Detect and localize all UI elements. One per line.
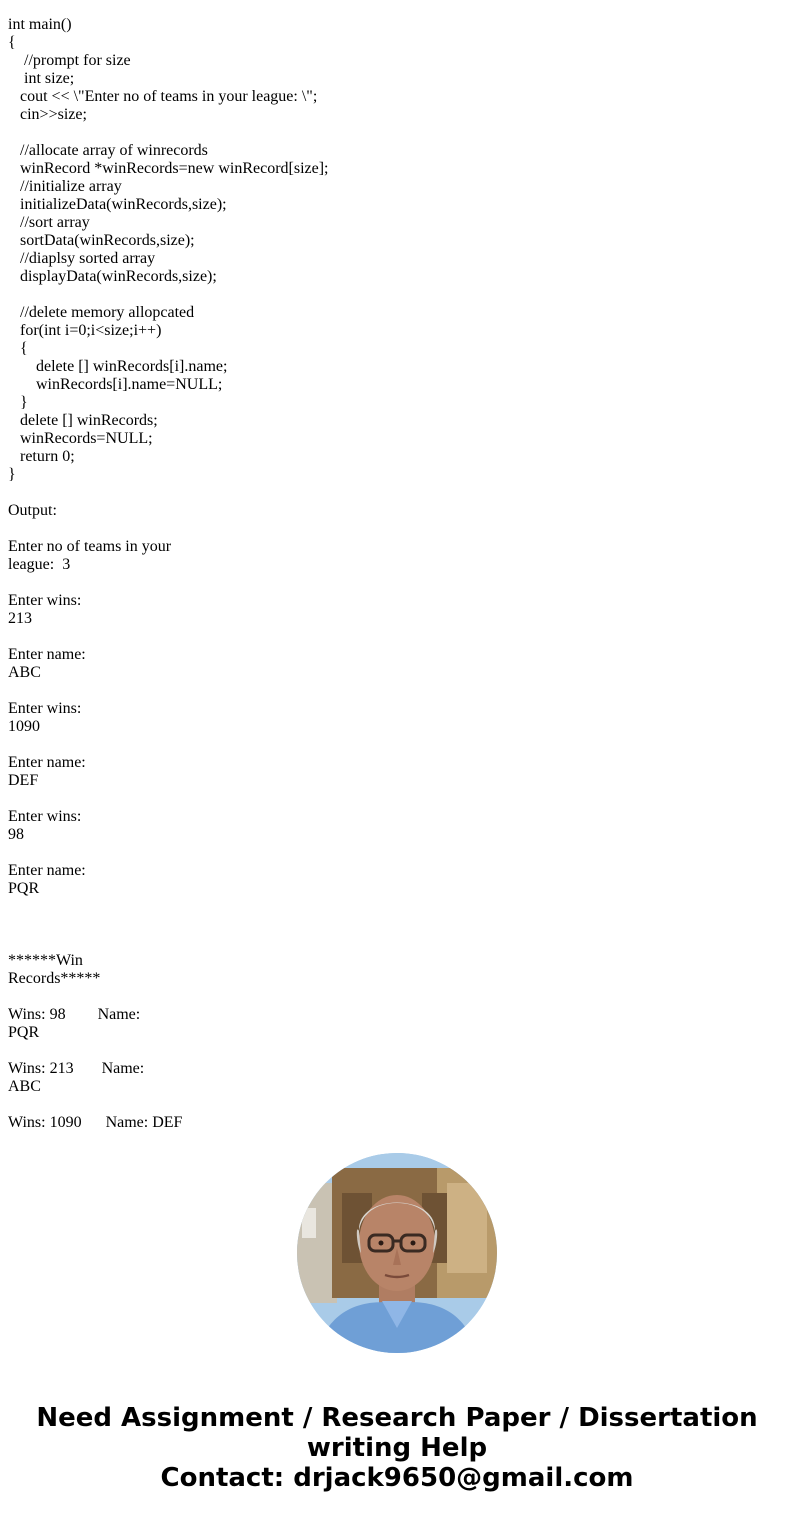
output-line: 1090 <box>8 718 40 735</box>
output-line: 213 <box>8 610 32 627</box>
code-line: int main() <box>8 16 72 33</box>
banner-line-1: Need Assignment / Research Paper / Dissertation <box>36 1403 758 1433</box>
output-line: Wins: 1090 Name: DEF <box>8 1114 183 1131</box>
code-line: //prompt for size <box>8 52 131 69</box>
code-line: { <box>8 340 28 357</box>
code-line: //delete memory allopcated <box>8 304 195 321</box>
output-line: DEF <box>8 772 39 789</box>
code-line: cout << \"Enter no of teams in your league: \"; <box>8 88 318 105</box>
banner-line-2: writing Help <box>306 1433 488 1463</box>
code-line: { <box>8 34 16 51</box>
output-line: Output: <box>8 502 57 519</box>
output-line <box>8 574 768 592</box>
output-line: Enter wins: <box>8 700 82 717</box>
code-line: initializeData(winRecords,size); <box>8 196 227 213</box>
output-line: Records***** <box>8 970 101 987</box>
code-line: displayData(winRecords,size); <box>8 268 217 285</box>
code-line: int size; <box>8 70 75 87</box>
output-line: 98 <box>8 826 24 843</box>
code-line: //diaplsy sorted array <box>8 250 156 267</box>
output-line <box>8 844 768 862</box>
output-line: ABC <box>8 664 41 681</box>
code-and-output-block <box>8 16 768 1132</box>
code-line: return 0; <box>8 448 75 465</box>
output-line: PQR <box>8 1024 40 1041</box>
code-line: delete [] winRecords[i].name; <box>8 358 228 375</box>
person-photo-icon <box>297 1153 497 1353</box>
contact-email: Contact: drjack9650@gmail.com <box>160 1463 634 1493</box>
code-line: for(int i=0;i<size;i++) <box>8 322 162 339</box>
output-line <box>8 988 768 1006</box>
output-line: PQR <box>8 880 40 897</box>
output-line: Enter wins: <box>8 592 82 609</box>
output-line: Wins: 213 Name: <box>8 1060 145 1077</box>
code-line: winRecord *winRecords=new winRecord[size]; <box>8 160 329 177</box>
code-line: } <box>8 466 16 483</box>
code-line: //initialize array <box>8 178 122 195</box>
output-line <box>8 916 768 934</box>
output-line: Enter name: <box>8 646 86 663</box>
code-line: delete [] winRecords; <box>8 412 158 429</box>
code-line: sortData(winRecords,size); <box>8 232 195 249</box>
output-line: league: 3 <box>8 556 71 573</box>
output-line: Enter wins: <box>8 808 82 825</box>
code-line: cin>>size; <box>8 106 87 123</box>
output-line: ******Win <box>8 952 83 969</box>
output-line <box>8 1042 768 1060</box>
output-line: Enter name: <box>8 754 86 771</box>
output-line <box>8 934 768 952</box>
author-photo <box>297 1153 497 1353</box>
output-line: ABC <box>8 1078 41 1095</box>
output-line <box>8 1096 768 1114</box>
code-listing <box>8 16 768 484</box>
code-line <box>8 286 768 304</box>
output-line <box>8 520 768 538</box>
code-line: winRecords[i].name=NULL; <box>8 376 223 393</box>
code-line: winRecords=NULL; <box>8 430 153 447</box>
code-line <box>8 124 768 142</box>
output-line: Enter name: <box>8 862 86 879</box>
output-line <box>8 898 768 916</box>
output-line <box>8 682 768 700</box>
code-line: } <box>8 394 28 411</box>
output-line: Wins: 98 Name: <box>8 1006 141 1023</box>
output-line: Enter no of teams in your <box>8 538 172 555</box>
code-line: //sort array <box>8 214 90 231</box>
help-contact-banner <box>0 1403 794 1493</box>
output-line <box>8 484 768 502</box>
output-line <box>8 736 768 754</box>
output-line <box>8 628 768 646</box>
output-line <box>8 790 768 808</box>
code-line: //allocate array of winrecords <box>8 142 208 159</box>
program-output <box>8 484 768 1132</box>
